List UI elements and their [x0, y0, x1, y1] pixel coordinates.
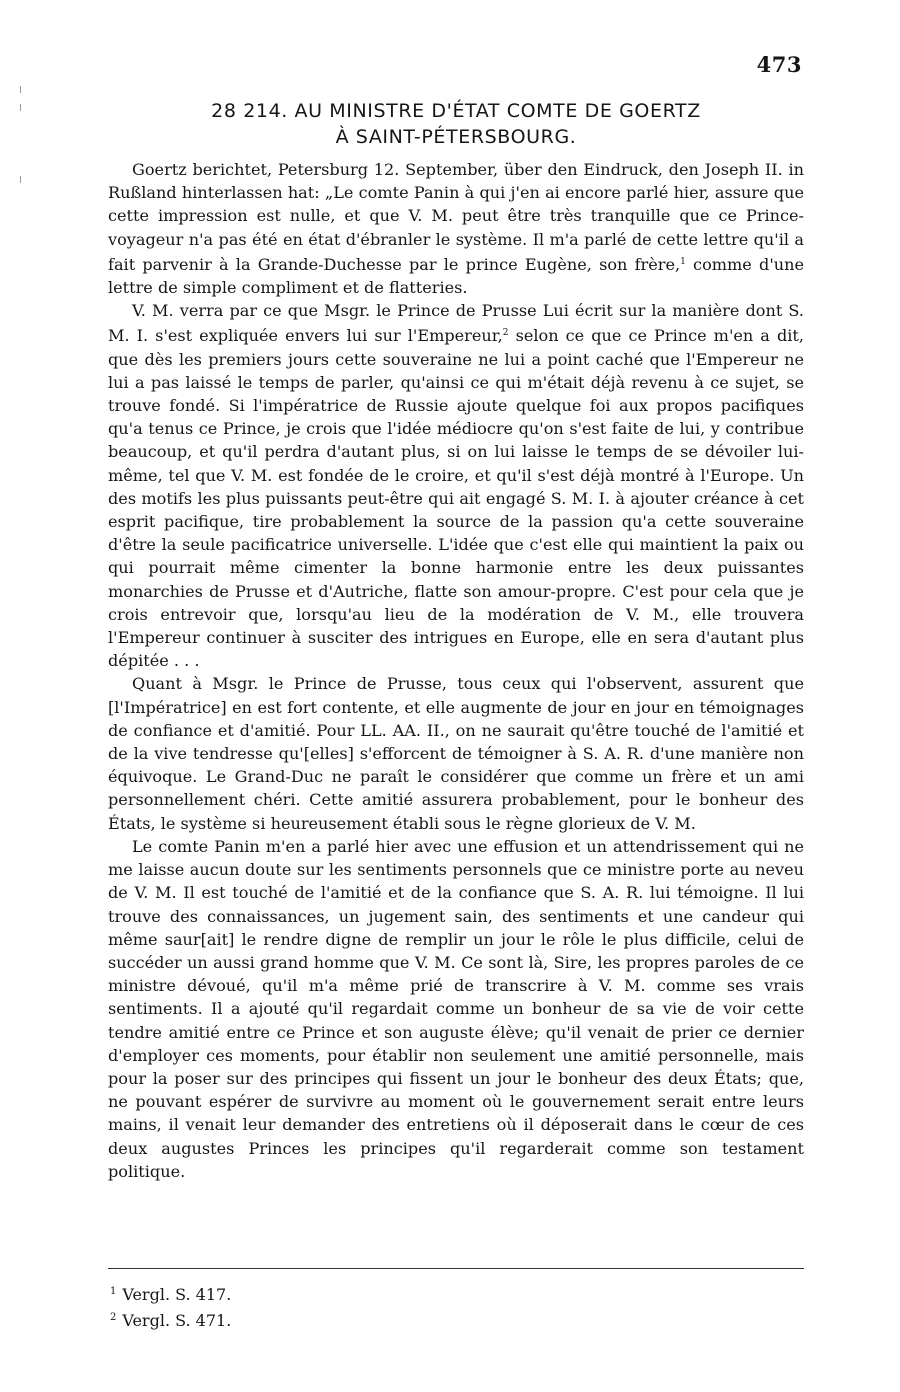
margin-mark — [20, 176, 21, 183]
paragraph — [108, 835, 804, 1183]
paragraph-text: Quant à Msgr. le Prince de Prusse, tous ceux qui l'observent, assurent que [l'Impératrice] en est fort contente, et elle augmente de jour en jour en témoignages de confiance et d'amitié. Pour LL. AA. II., on ne saurait qu'être touché de l'amitié et de la vive tendresse qu'[elles] s'efforcent de témoigner à S. A. R. d'une manière non équivoque. Le Grand-Duc ne paraît le considérer que comme un frère et un ami personnellement chéri. Cette amitié assurera probablement, pour le bonheur des États, le système si heureusement établi sous le règne glorieux de V. M. — [108, 674, 804, 833]
footnote-text: Vergl. S. 417. — [122, 1285, 232, 1304]
paragraph-text: selon ce que ce Prince m'en a dit, que dès les premiers jours cette souveraine ne lui a point caché que l'Empereur ne lui a pas laissé le temps de parler, qu'ainsi ce qui m'était déjà revenu à ce sujet, se trouve fondé. Si l'impératrice de Russie ajoute quelque foi aux propos pacifiques qu'a tenus ce Prince, je crois que l'idée médiocre qu'on s'est faite de lui, y contribue beaucoup, et qu'il perdra d'autant plus, si on lui laisse le temps de se dévoiler lui-même, tel que V. M. est fondée de le croire, et qu'il s'est déjà montré à l'Europe. Un des motifs les plus puissants peut-être qui ait engagé S. M. I. à ajouter créance à cet esprit pacifique, tire probablement la source de la passion qu'a cette souveraine d'être la seule pacificatrice universelle. L'idée que c'est elle qui maintient la paix ou qui pourrait même cimenter la bonne harmonie entre les deux puissantes monarchies de Prusse et d'Autriche, flatte son amour-propre. C'est pour cela que je crois entrevoir que, lorsqu'au lieu de la modération de V. M., elle trouvera l'Empereur continuer à susciter des intrigues en Europe, elle en sera d'autant plus dépitée . . . — [108, 326, 804, 671]
footnote — [110, 1280, 231, 1306]
footnote-reference: 1 — [680, 256, 686, 267]
footnote-mark: 2 — [110, 1312, 117, 1323]
paragraph — [108, 672, 804, 834]
paragraph-text: V. M. verra par ce que Msgr. le Prince de Prusse Lui écrit sur la manière dont S. M. I. s'est expliquée envers lui sur l'Empereur, — [108, 301, 804, 346]
footnotes — [110, 1280, 231, 1332]
footnote-divider — [108, 1268, 804, 1269]
heading-line-2: À SAINT-PÉTERSBOURG. — [335, 126, 577, 148]
paragraph-text: Goertz berichtet, Petersburg 12. September, über den Eindruck, den Joseph II. in Rußland hinterlassen hat: „Le comte Panin à qui j'en ai encore parlé hier, assure que cette impression est nulle, et que V. M. peut être très tranquille que ce Prince-voyageur n'a pas été en état d'ébranler le système. Il m'a parlé de cette lettre qu'il a fait parvenir à la Grande-Duchesse par le prince Eugène, son frère, — [108, 160, 804, 274]
letter-heading — [108, 98, 804, 150]
paragraph-text: Le comte Panin m'en a parlé hier avec une effusion et un attendrissement qui ne me laisse aucun doute sur les sentiments personnels que ce ministre porte au neveu de V. M. Il est touché de l'amitié et de la confiance que S. A. R. lui témoigne. Il lui trouve des connaissances, un jugement sain, des sentiments et une candeur qui même saur[ait] le rendre digne de remplir un jour le rôle le plus difficile, celui de succéder un aussi grand homme que V. M. Ce sont là, Sire, les propres paroles de ce ministre dévoué, qu'il m'a même prié de transcrire à V. M. comme ses vrais sentiments. Il a ajouté qu'il regardait comme un bonheur de sa vie de voir cette tendre amitié entre ce Prince et son auguste élève; qu'il venait de prier ce dernier d'employer ces moments, pour établir non seulement une amitié personnelle, mais pour la poser sur des principes qui fissent un jour le bonheur des deux États; que, ne pouvant espérer de survivre au moment où le gouvernement serait entre leurs mains, il venait leur demander des entretiens où il déposerait dans le cœur de ces deux augustes Princes les principes qu'il regarderait comme son testament politique. — [108, 836, 804, 1181]
margin-mark — [20, 104, 21, 111]
footnote-reference: 2 — [502, 328, 509, 339]
margin-mark — [20, 86, 21, 93]
heading-line-1: 28 214. AU MINISTRE D'ÉTAT COMTE DE GOERTZ — [211, 100, 701, 122]
paragraph — [108, 299, 804, 672]
paragraph — [108, 158, 804, 299]
paragraph-text: comme d'une lettre de simple compliment et de flatteries. — [108, 254, 804, 298]
footnote-mark: 1 — [110, 1286, 117, 1297]
page-number: 473 — [756, 52, 802, 77]
footnote-text: Vergl. S. 471. — [122, 1311, 232, 1330]
letter-body — [108, 158, 804, 1183]
footnote — [110, 1306, 231, 1332]
